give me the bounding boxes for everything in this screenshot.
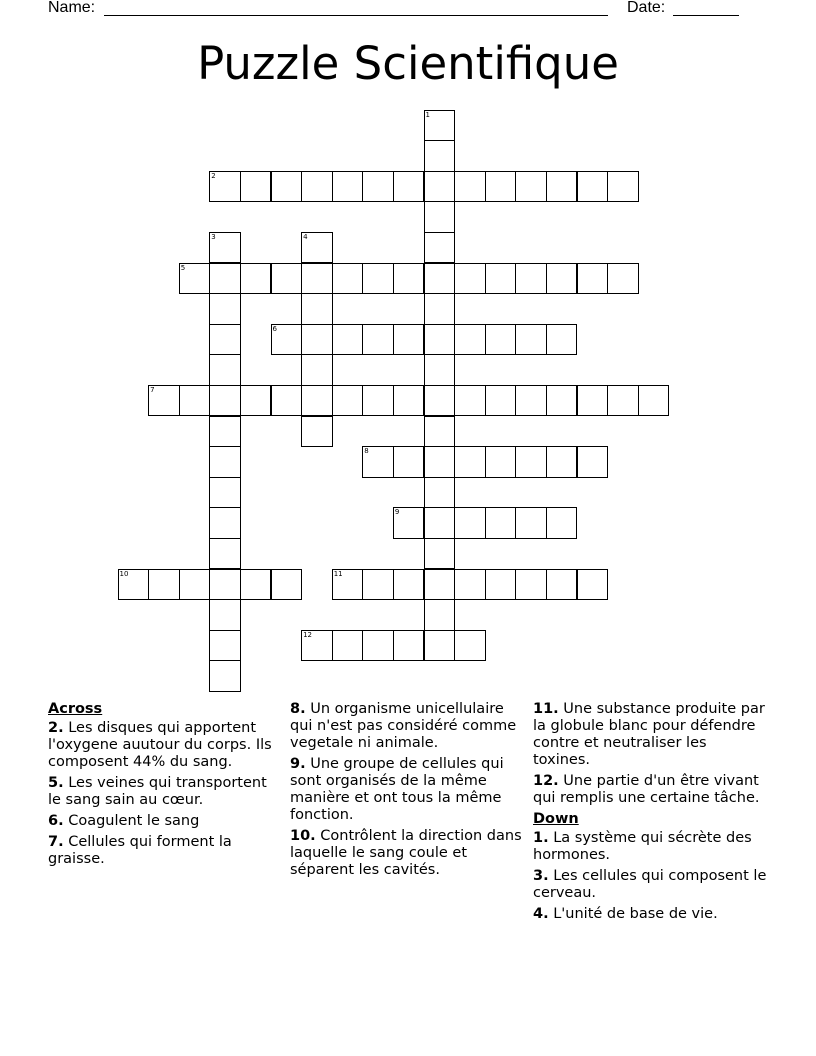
grid-cell[interactable] bbox=[424, 446, 456, 478]
grid-cell[interactable] bbox=[546, 385, 578, 417]
clues-column-3 bbox=[533, 701, 768, 927]
grid-cell[interactable] bbox=[240, 171, 272, 203]
grid-cell[interactable] bbox=[332, 171, 364, 203]
grid-cell[interactable] bbox=[393, 507, 425, 539]
grid-cell[interactable] bbox=[424, 232, 456, 264]
grid-cell[interactable] bbox=[118, 569, 150, 601]
grid-cell[interactable] bbox=[424, 416, 456, 448]
clue-down-4 bbox=[533, 906, 768, 923]
grid-cell[interactable] bbox=[271, 263, 303, 295]
grid-cell[interactable] bbox=[209, 171, 241, 203]
clue-down-1 bbox=[533, 830, 768, 864]
clue-across-11 bbox=[533, 701, 768, 769]
grid-cell[interactable] bbox=[454, 630, 486, 662]
grid-cell[interactable] bbox=[301, 354, 333, 386]
clue-text: La système qui sécrète des hormones. bbox=[533, 830, 752, 863]
grid-cell[interactable] bbox=[546, 507, 578, 539]
grid-cell[interactable] bbox=[577, 263, 609, 295]
clue-across-2 bbox=[48, 720, 278, 771]
clue-down-3 bbox=[533, 868, 768, 902]
grid-cell[interactable] bbox=[209, 660, 241, 692]
clue-text: Une groupe de cellules qui sont organisés de la même manière et ont tous la même fonction. bbox=[290, 756, 504, 823]
cell-number: 10 bbox=[119, 569, 129, 578]
grid-cell[interactable] bbox=[485, 263, 517, 295]
clues-column-2 bbox=[290, 701, 525, 883]
grid-cell[interactable] bbox=[240, 385, 272, 417]
page-title: Puzzle Scientifique bbox=[197, 37, 619, 90]
grid-cell[interactable] bbox=[362, 569, 394, 601]
grid-cell[interactable] bbox=[301, 263, 333, 295]
grid-cell[interactable] bbox=[393, 324, 425, 356]
cell-number: 1 bbox=[425, 110, 430, 119]
grid-cell[interactable] bbox=[577, 171, 609, 203]
grid-cell[interactable] bbox=[485, 446, 517, 478]
grid-cell[interactable] bbox=[179, 569, 211, 601]
grid-cell[interactable] bbox=[515, 569, 547, 601]
grid-cell[interactable] bbox=[515, 385, 547, 417]
clue-across-6 bbox=[48, 813, 278, 830]
clues-column-1 bbox=[48, 701, 278, 872]
grid-cell[interactable] bbox=[577, 446, 609, 478]
grid-cell[interactable] bbox=[332, 263, 364, 295]
clue-text: Une substance produite par la globule blanc pour défendre contre et neutraliser les toxines. bbox=[533, 701, 765, 768]
grid-cell[interactable] bbox=[607, 263, 639, 295]
name-label: Name: bbox=[48, 0, 96, 16]
grid-cell[interactable] bbox=[209, 354, 241, 386]
clue-number: 12. bbox=[533, 773, 559, 789]
clue-number: 6. bbox=[48, 813, 64, 829]
grid-cell[interactable] bbox=[424, 171, 456, 203]
clue-number: 10. bbox=[290, 828, 316, 844]
grid-cell[interactable] bbox=[424, 507, 456, 539]
grid-cell[interactable] bbox=[577, 569, 609, 601]
grid-cell[interactable] bbox=[485, 385, 517, 417]
grid-cell[interactable] bbox=[332, 569, 364, 601]
grid-cell[interactable] bbox=[454, 569, 486, 601]
clue-number: 7. bbox=[48, 834, 64, 850]
clue-text: Coagulent le sang bbox=[68, 813, 200, 829]
grid-cell[interactable] bbox=[546, 263, 578, 295]
grid-cell[interactable] bbox=[393, 263, 425, 295]
clue-across-9 bbox=[290, 756, 525, 824]
grid-cell[interactable] bbox=[209, 263, 241, 295]
cell-number: 3 bbox=[211, 232, 216, 241]
clue-text: L'unité de base de vie. bbox=[553, 906, 718, 922]
grid-cell[interactable] bbox=[332, 385, 364, 417]
clue-number: 5. bbox=[48, 775, 64, 791]
grid-cell[interactable] bbox=[393, 171, 425, 203]
clue-across-7 bbox=[48, 834, 278, 868]
grid-cell[interactable] bbox=[515, 263, 547, 295]
grid-cell[interactable] bbox=[424, 140, 456, 172]
clue-number: 3. bbox=[533, 868, 549, 884]
clue-text: Les cellules qui composent le cerveau. bbox=[533, 868, 767, 901]
grid-cell[interactable] bbox=[454, 263, 486, 295]
cell-number: 12 bbox=[303, 630, 313, 639]
cell-number: 9 bbox=[394, 508, 400, 517]
clue-text: Un organisme unicellulaire qui n'est pas considéré comme vegetale ni animale. bbox=[290, 701, 517, 751]
grid-cell[interactable] bbox=[209, 630, 241, 662]
clue-across-5 bbox=[48, 775, 278, 809]
grid-cell[interactable] bbox=[271, 324, 303, 356]
grid-cell[interactable] bbox=[515, 171, 547, 203]
cell-number: 7 bbox=[150, 385, 155, 394]
grid-cell[interactable] bbox=[546, 569, 578, 601]
grid-cell[interactable] bbox=[240, 569, 272, 601]
clue-number: 8. bbox=[290, 701, 306, 717]
grid-cell[interactable] bbox=[393, 630, 425, 662]
grid-cell[interactable] bbox=[209, 385, 241, 417]
clue-across-12 bbox=[533, 773, 768, 807]
grid-cell[interactable] bbox=[546, 171, 578, 203]
grid-cell[interactable] bbox=[332, 630, 364, 662]
grid-cell[interactable] bbox=[209, 232, 241, 264]
grid-cell[interactable] bbox=[546, 446, 578, 478]
grid-cell[interactable] bbox=[424, 293, 456, 325]
grid-cell[interactable] bbox=[424, 354, 456, 386]
clue-across-8 bbox=[290, 701, 525, 752]
grid-cell[interactable] bbox=[209, 324, 241, 356]
grid-cell[interactable] bbox=[424, 263, 456, 295]
grid-cell[interactable] bbox=[638, 385, 670, 417]
grid-cell[interactable] bbox=[148, 569, 180, 601]
grid-cell[interactable] bbox=[515, 324, 547, 356]
date-label: Date: bbox=[627, 0, 666, 16]
grid-cell[interactable] bbox=[577, 385, 609, 417]
grid-cell[interactable] bbox=[485, 324, 517, 356]
cell-number: 2 bbox=[211, 171, 216, 180]
clue-text: Contrôlent la direction dans laquelle le sang coule et séparent les cavités. bbox=[290, 828, 522, 878]
grid-cell[interactable] bbox=[362, 171, 394, 203]
grid-cell[interactable] bbox=[271, 171, 303, 203]
grid-cell[interactable] bbox=[209, 446, 241, 478]
cell-number: 6 bbox=[272, 324, 277, 333]
grid-cell[interactable] bbox=[424, 324, 456, 356]
grid-cell[interactable] bbox=[393, 569, 425, 601]
grid-cell[interactable] bbox=[209, 507, 241, 539]
grid-cell[interactable] bbox=[362, 446, 394, 478]
grid-cell[interactable] bbox=[515, 507, 547, 539]
grid-cell[interactable] bbox=[209, 416, 241, 448]
cell-number: 5 bbox=[180, 263, 186, 272]
grid-cell[interactable] bbox=[485, 171, 517, 203]
grid-cell[interactable] bbox=[209, 538, 241, 570]
grid-cell[interactable] bbox=[301, 293, 333, 325]
grid-cell[interactable] bbox=[332, 324, 364, 356]
grid-cell[interactable] bbox=[179, 263, 211, 295]
grid-cell[interactable] bbox=[271, 385, 303, 417]
grid-cell[interactable] bbox=[454, 171, 486, 203]
grid-cell[interactable] bbox=[424, 599, 456, 631]
grid-cell[interactable] bbox=[362, 263, 394, 295]
clue-number: 11. bbox=[533, 701, 559, 717]
grid-cell[interactable] bbox=[362, 630, 394, 662]
clue-number: 1. bbox=[533, 830, 549, 846]
grid-cell[interactable] bbox=[607, 171, 639, 203]
grid-cell[interactable] bbox=[148, 385, 180, 417]
grid-cell[interactable] bbox=[209, 477, 241, 509]
grid-cell[interactable] bbox=[301, 385, 333, 417]
grid-cell[interactable] bbox=[179, 385, 211, 417]
clue-text: Une partie d'un être vivant qui remplis une certaine tâche. bbox=[533, 773, 760, 806]
cell-number: 8 bbox=[364, 447, 369, 456]
grid-cell[interactable] bbox=[515, 446, 547, 478]
grid-cell[interactable] bbox=[393, 385, 425, 417]
grid-cell[interactable] bbox=[454, 446, 486, 478]
grid-cell[interactable] bbox=[454, 385, 486, 417]
grid-cell[interactable] bbox=[454, 324, 486, 356]
grid-cell[interactable] bbox=[362, 324, 394, 356]
clue-number: 9. bbox=[290, 756, 306, 772]
down-heading: Down bbox=[533, 811, 579, 827]
grid-cell[interactable] bbox=[301, 416, 333, 448]
grid-cell[interactable] bbox=[424, 201, 456, 233]
grid-cell[interactable] bbox=[485, 569, 517, 601]
grid-cell[interactable] bbox=[209, 293, 241, 325]
cell-number: 11 bbox=[333, 569, 343, 578]
grid-cell[interactable] bbox=[271, 569, 303, 601]
grid-cell[interactable] bbox=[546, 324, 578, 356]
clue-text: Les disques qui apportent l'oxygene auutour du corps. Ils composent 44% du sang. bbox=[48, 720, 272, 770]
clue-text: Les veines qui transportent le sang sain au cœur. bbox=[48, 775, 267, 808]
grid-cell[interactable] bbox=[424, 569, 456, 601]
grid-cell[interactable] bbox=[424, 385, 456, 417]
clue-number: 4. bbox=[533, 906, 549, 922]
grid-cell[interactable] bbox=[393, 446, 425, 478]
grid-cell[interactable] bbox=[454, 507, 486, 539]
grid-cell[interactable] bbox=[424, 538, 456, 570]
across-heading: Across bbox=[48, 701, 103, 717]
grid-cell[interactable] bbox=[301, 171, 333, 203]
grid-cell[interactable] bbox=[362, 385, 394, 417]
clue-text: Cellules qui forment la graisse. bbox=[48, 834, 232, 867]
grid-cell[interactable] bbox=[301, 324, 333, 356]
cell-number: 4 bbox=[303, 232, 308, 241]
grid-cell[interactable] bbox=[424, 477, 456, 509]
grid-cell[interactable] bbox=[607, 385, 639, 417]
grid-cell[interactable] bbox=[301, 630, 333, 662]
grid-cell[interactable] bbox=[485, 507, 517, 539]
grid-cell[interactable] bbox=[209, 569, 241, 601]
grid-cell[interactable] bbox=[424, 110, 456, 142]
grid-cell[interactable] bbox=[424, 630, 456, 662]
clue-across-10 bbox=[290, 828, 525, 879]
grid-cell[interactable] bbox=[240, 263, 272, 295]
grid-cell[interactable] bbox=[209, 599, 241, 631]
clue-number: 2. bbox=[48, 720, 64, 736]
grid-cell[interactable] bbox=[301, 232, 333, 264]
